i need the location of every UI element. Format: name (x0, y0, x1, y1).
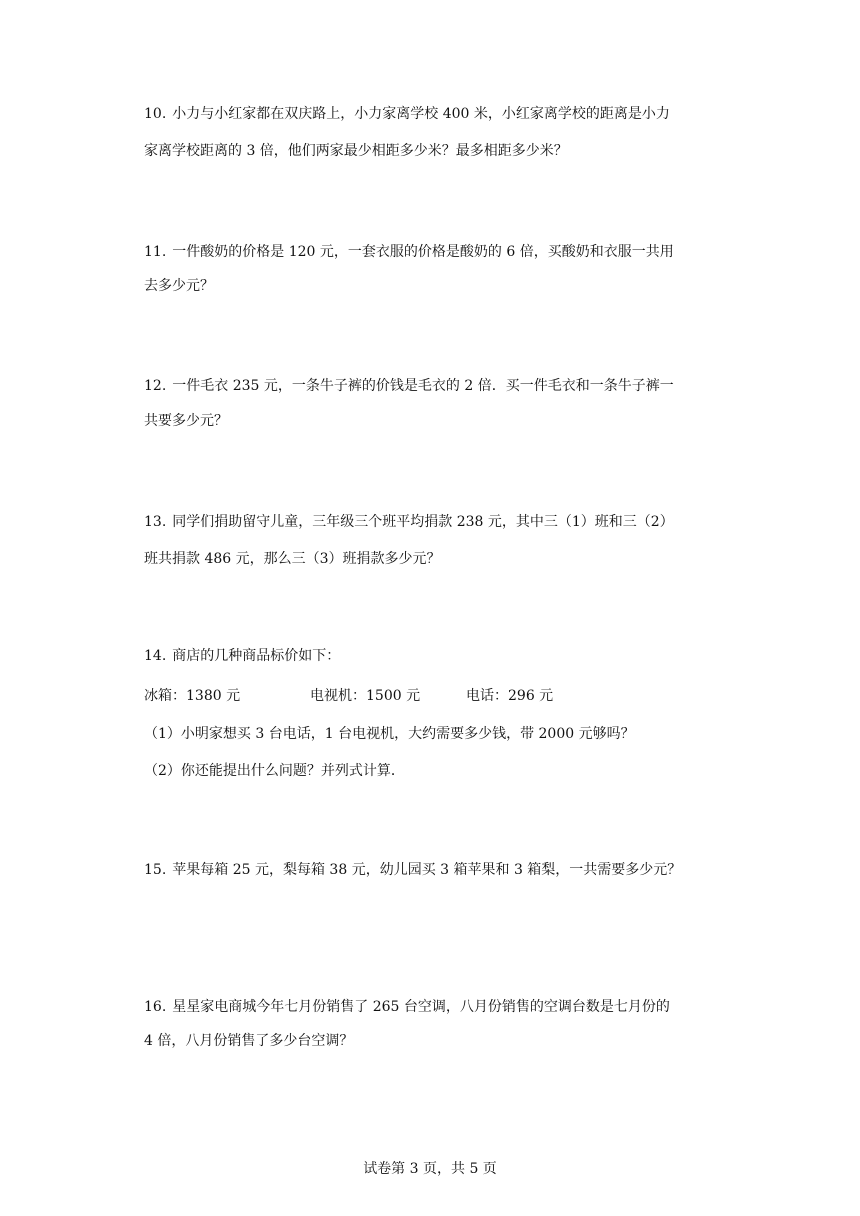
question-12-number: 12. (144, 378, 167, 394)
question-15-text-1: 苹果每箱 25 元，梨每箱 38 元，幼儿园买 3 箱苹果和 3 箱梨，一共需要多少元？ (172, 862, 682, 878)
question-10-line-1 (144, 104, 670, 124)
question-13-number: 13. (144, 514, 167, 530)
question-12-text-1: 一件毛衣 235 元，一条牛子裤的价钱是毛衣的 2 倍．买一件毛衣和一条牛子裤一 (172, 378, 674, 394)
price-list (144, 686, 553, 706)
question-12-line-1 (144, 376, 674, 396)
page-footer: 试卷第 3 页，共 5 页 (363, 1161, 497, 1177)
question-16-line-2: 4 倍，八月份销售了多少台空调？ (144, 1033, 354, 1049)
question-11-line-1 (144, 242, 674, 262)
question-10-line-2: 家离学校距离的 3 倍，他们两家最少相距多少米？最多相距多少米？ (144, 143, 568, 159)
question-14-number: 14. (144, 648, 167, 664)
question-12-line-2: 共要多少元？ (144, 413, 228, 429)
question-15-number: 15. (144, 862, 167, 878)
question-13-line-2: 班共捐款 486 元，那么三（3）班捐款多少元？ (144, 551, 441, 567)
question-13-line-1 (144, 512, 674, 532)
question-11-text-1: 一件酸奶的价格是 120 元，一套衣服的价格是酸奶的 6 倍，买酸奶和衣服一共用 (172, 244, 674, 260)
question-13-text-1: 同学们捐助留守儿童，三年级三个班平均捐款 238 元，其中三（1）班和三（2） (172, 514, 674, 530)
price-fridge: 冰箱：1380 元 (144, 688, 241, 704)
price-tv: 电视机：1500 元 (310, 688, 421, 704)
question-11-number: 11. (144, 244, 167, 260)
question-14-line-1 (144, 646, 340, 666)
price-phone: 电话：296 元 (466, 688, 554, 704)
question-16-number: 16. (144, 999, 167, 1015)
question-10-number: 10. (144, 106, 167, 122)
question-14-sub-1: （1）小明家想买 3 台电话，1 台电视机，大约需要多少钱，带 2000 元够吗？ (144, 726, 635, 742)
question-14-sub-2: （2）你还能提出什么问题？并列式计算． (144, 763, 405, 779)
question-16-text-1: 星星家电商城今年七月份销售了 265 台空调，八月份销售的空调台数是七月份的 (172, 999, 670, 1015)
question-16-line-1 (144, 997, 670, 1017)
question-15-line-1 (144, 860, 681, 880)
question-14-text-1: 商店的几种商品标价如下： (172, 648, 341, 664)
question-10-text-1: 小力与小红家都在双庆路上，小力家离学校 400 米，小红家离学校的距离是小力 (172, 106, 670, 122)
question-11-line-2: 去多少元？ (144, 278, 214, 294)
